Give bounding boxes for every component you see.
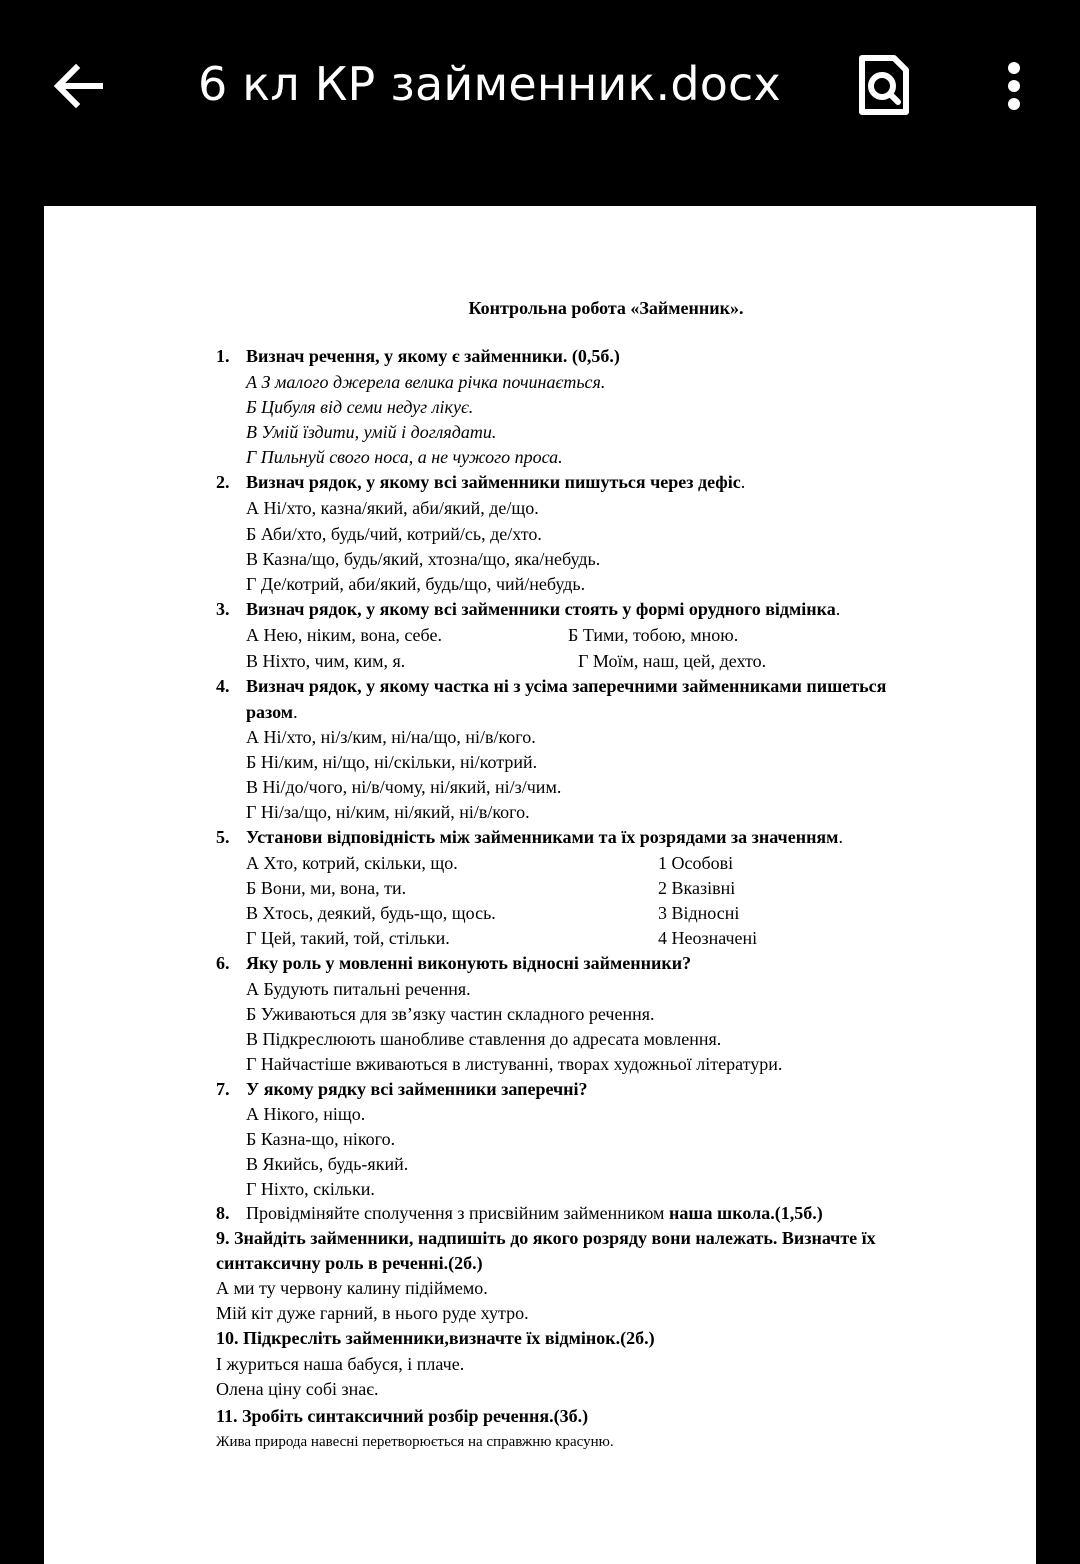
q10-sentence-2: Олена ціну собі знає. bbox=[216, 1379, 379, 1399]
q4-option-b: Б Ні/ким, ні/що, ні/скільки, ні/котрий. bbox=[246, 752, 538, 772]
q2-option-b: Б Аби/хто, будь/чий, котрий/сь, де/хто. bbox=[246, 524, 542, 544]
q5-option-a: А Хто, котрий, скільки, що. bbox=[246, 853, 458, 873]
document-content bbox=[44, 206, 1036, 1564]
question-8: 8. Провідміняйте сполучення з присвійним займенником наша школа.(1,5б.) bbox=[216, 1203, 823, 1223]
question-2: 2. Визнач рядок, у якому всі займенники пишуться через дефіс. bbox=[216, 472, 746, 492]
q5-option-c: В Хтось, деякий, будь-що, щось. bbox=[246, 903, 496, 923]
q7-option-b: Б Казна-що, нікого. bbox=[246, 1129, 396, 1149]
q7-option-d: Г Ніхто, скільки. bbox=[246, 1179, 375, 1199]
app-bar bbox=[0, 0, 1080, 170]
q3-option-a: А Нею, ніким, вона, себе. bbox=[246, 625, 442, 645]
search-in-document-icon[interactable] bbox=[856, 54, 912, 116]
doc-heading: Контрольна робота «Займенник». bbox=[468, 298, 744, 318]
q10-sentence-1: І журиться наша бабуся, і плаче. bbox=[216, 1354, 465, 1374]
q2-option-a: А Ні/хто, казна/який, аби/який, де/що. bbox=[246, 498, 539, 518]
question-10: 10. Підкресліть займенники,визначте їх відмінок.(2б.) bbox=[216, 1328, 655, 1348]
arrow-back-icon[interactable] bbox=[50, 58, 106, 114]
q4-option-c: В Ні/до/чого, ні/в/чому, ні/який, ні/з/чим. bbox=[246, 777, 562, 797]
q2-option-d: Г Де/котрий, аби/який, будь/що, чий/небудь. bbox=[246, 574, 586, 594]
question-9-cont: синтаксичну роль в реченні.(2б.) bbox=[216, 1253, 483, 1273]
question-11: 11. Зробіть синтаксичний розбір речення.(3б.) bbox=[216, 1406, 589, 1426]
q5-match-3: 3 Відносні bbox=[658, 903, 740, 923]
question-7: 7. У якому рядку всі займенники заперечні? bbox=[216, 1079, 588, 1099]
q6-option-c: В Підкреслюють шанобливе ставлення до адресата мовлення. bbox=[246, 1029, 722, 1049]
more-vert-icon[interactable] bbox=[996, 58, 1032, 114]
q5-option-d: Г Цей, такий, той, стільки. bbox=[246, 928, 450, 948]
q7-option-c: В Якийсь, будь-який. bbox=[246, 1154, 409, 1174]
q6-option-d: Г Найчастіше вживаються в листуванні, творах художньої літератури. bbox=[246, 1054, 783, 1074]
q1-option-d: Г Пильнуй свого носа, а не чужого проса. bbox=[246, 447, 563, 467]
question-4-cont: разом. bbox=[246, 702, 298, 722]
question-5: 5. Установи відповідність між займенниками та їх розрядами за значенням. bbox=[216, 827, 843, 847]
q9-sentence-2: Мій кіт дуже гарний, в нього руде хутро. bbox=[216, 1303, 529, 1323]
document-page[interactable] bbox=[44, 206, 1036, 1564]
question-1: 1. Визнач речення, у якому є займенники. (0,5б.) bbox=[216, 346, 620, 366]
q4-option-a: А Ні/хто, ні/з/ким, ні/на/що, ні/в/кого. bbox=[246, 727, 536, 747]
q1-option-a: А З малого джерела велика річка починається. bbox=[246, 372, 606, 392]
question-3: 3. Визнач рядок, у якому всі займенники стоять у формі орудного відмінка. bbox=[216, 599, 841, 619]
question-4: 4. Визнач рядок, у якому частка ні з усіма заперечними займенниками пишеться bbox=[216, 676, 887, 696]
q11-sentence: Жива природа навесні перетворюється на справжню красуню. bbox=[216, 1434, 614, 1450]
question-6: 6. Яку роль у мовленні виконують відносні займенники? bbox=[216, 953, 692, 973]
q3-option-b: Б Тими, тобою, мною. bbox=[568, 625, 739, 645]
q3-option-d: Г Моїм, наш, цей, дехто. bbox=[578, 651, 767, 671]
q3-option-c: В Ніхто, чим, ким, я. bbox=[246, 651, 406, 671]
q9-sentence-1: А ми ту червону калину підіймемо. bbox=[216, 1278, 488, 1298]
q6-option-a: А Будують питальні речення. bbox=[246, 979, 471, 999]
q1-option-c: В Умій їздити, умій і доглядати. bbox=[246, 422, 497, 442]
q5-match-4: 4 Неозначені bbox=[658, 928, 758, 948]
q1-option-b: Б Цибуля від семи недуг лікує. bbox=[246, 397, 474, 417]
q4-option-d: Г Ні/за/що, ні/ким, ні/який, ні/в/кого. bbox=[246, 802, 530, 822]
q5-option-b: Б Вони, ми, вона, ти. bbox=[246, 878, 407, 898]
document-title: 6 кл КР займенник.docx bbox=[198, 57, 781, 111]
q6-option-b: Б Уживаються для зв’язку частин складного речення. bbox=[246, 1004, 655, 1024]
q5-match-2: 2 Вказівні bbox=[658, 878, 736, 898]
q7-option-a: А Нікого, ніщо. bbox=[246, 1104, 366, 1124]
q2-option-c: В Казна/що, будь/який, хтозна/що, яка/небудь. bbox=[246, 549, 601, 569]
q5-match-1: 1 Особові bbox=[658, 853, 734, 873]
question-9: 9. Знайдіть займенники, надпишіть до якого розряду вони належать. Визначте їх bbox=[216, 1228, 876, 1248]
